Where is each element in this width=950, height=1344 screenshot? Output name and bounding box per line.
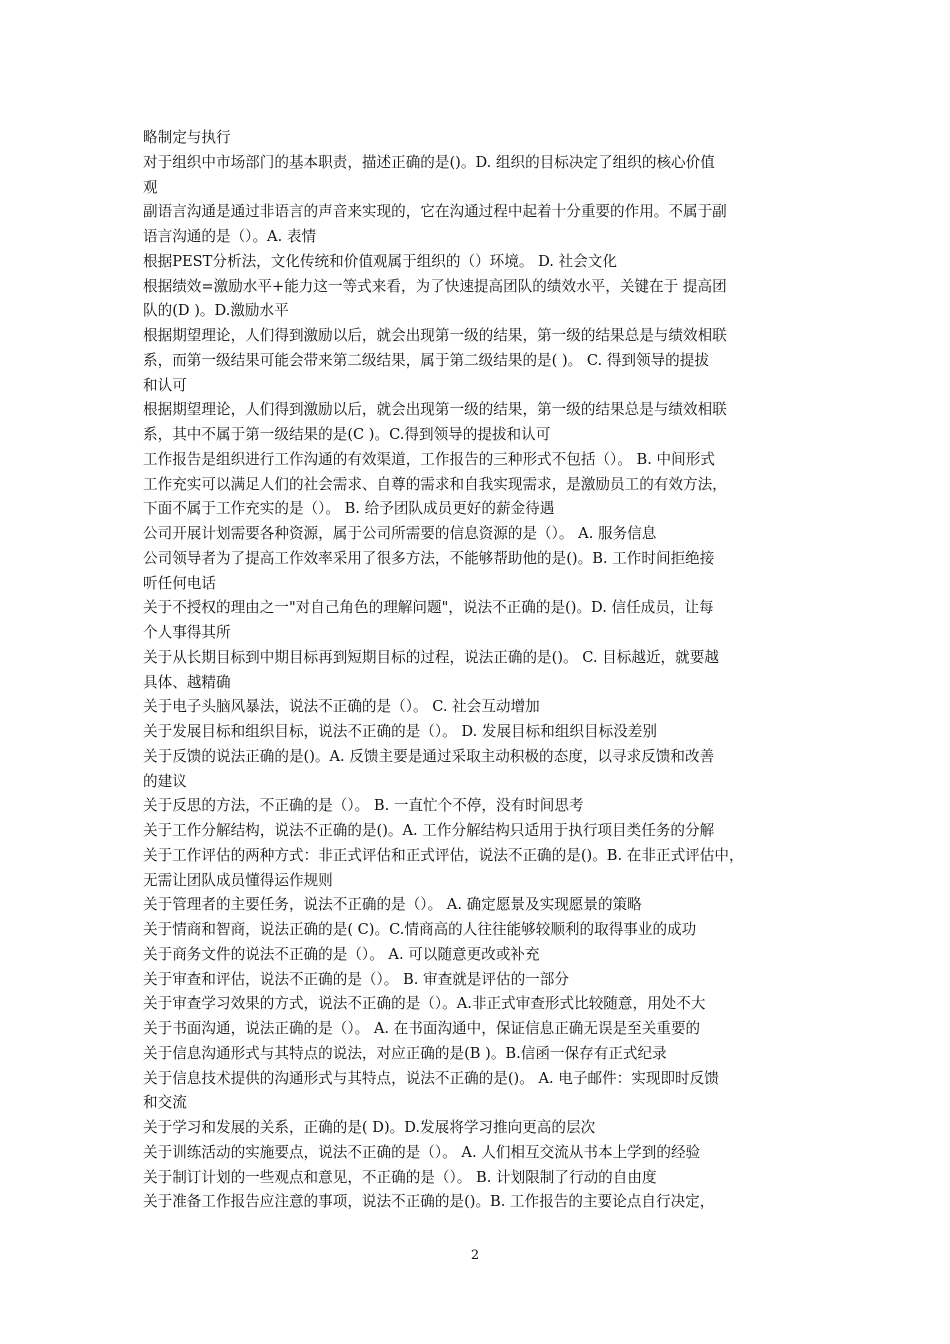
text-line: 关于管理者的主要任务，说法不正确的是（）。 A. 确定愿景及实现愿景的策略 (143, 896, 642, 914)
text-line: 和交流 (143, 1094, 187, 1112)
text-line: 根据绩效=激励水平+能力这一等式来看，为了快速提高团队的绩效水平，关键在于 提高团 (143, 277, 727, 295)
text-line: 的建议 (143, 772, 187, 790)
text-line: 语言沟通的是（）。A. 表情 (143, 228, 317, 245)
text-line: 关于从长期目标到中期目标再到短期目标的过程，说法正确的是()。 C. 目标越近，就要越 (143, 648, 719, 666)
text-line: 工作报告是组织进行工作沟通的有效渠道，工作报告的三种形式不包括（）。 B. 中间形式 (143, 450, 715, 468)
text-line: 关于信息沟通形式与其特点的说法，对应正确的是(B )。B.信函一保存有正式纪录 (143, 1044, 667, 1062)
text-line: 关于训练活动的实施要点，说法不正确的是（）。 A. 人们相互交流从书本上学到的经验 (143, 1143, 701, 1161)
page-number: 2 (470, 1248, 480, 1263)
text-line: 根据PEST分析法，文化传统和价值观属于组织的（）环境。 D. 社会文化 (143, 252, 617, 270)
text-line: 关于制订计划的一些观点和意见，不正确的是（）。 B. 计划限制了行动的自由度 (143, 1168, 657, 1186)
text-line: 关于信息技术提供的沟通形式与其特点，说法不正确的是()。 A. 电子邮件：实现即时反馈 (143, 1069, 719, 1087)
text-line: 关于不授权的理由之一"对自己角色的理解问题"，说法不正确的是()。D. 信任成员，让每 (143, 599, 714, 617)
text-line: 关于书面沟通，说法正确的是（）。 A. 在书面沟通中，保证信息正确无误是至关重要的 (143, 1020, 701, 1037)
text-line: 对于组织中市场部门的基本职责，描述正确的是()。D. 组织的目标决定了组织的核心价值 (143, 153, 715, 171)
text-line: 略制定与执行 (143, 129, 231, 146)
text-line: 根据期望理论，人们得到激励以后，就会出现第一级的结果，第一级的结果总是与绩效相联 (143, 327, 727, 344)
text-line: 工作充实可以满足人们的社会需求、自尊的需求和自我实现需求，是激励员工的有效方法， (143, 475, 727, 493)
document-body (143, 126, 811, 1215)
text-line: 关于电子头脑风暴法，说法不正确的是（）。 C. 社会互动增加 (143, 698, 540, 716)
text-line: 系，而第一级结果可能会带来第二级结果，属于第二级结果的是( )。 C. 得到领导的提拔 (143, 351, 709, 369)
text-line: 关于发展目标和组织目标，说法不正确的是（）。 D. 发展目标和组织目标没差别 (143, 723, 657, 740)
text-line: 关于工作评估的两种方式：非正式评估和正式评估，说法不正确的是()。B. 在非正式评估中， (143, 846, 744, 864)
text-line: 公司领导者为了提高工作效率采用了很多方法，不能够帮助他的是()。B. 工作时间拒绝接 (143, 549, 715, 567)
text-line: 副语言沟通是通过非语言的声音来实现的，它在沟通过程中起着十分重要的作用。不属于副 (143, 203, 727, 221)
text-line: 具体、越精确 (143, 673, 231, 691)
text-line: 关于准备工作报告应注意的事项，说法不正确的是()。B. 工作报告的主要论点自行决定， (143, 1193, 715, 1211)
text-line: 关于学习和发展的关系，正确的是( D)。D.发展将学习推向更高的层次 (143, 1119, 596, 1136)
text-line: 关于反馈的说法正确的是()。A. 反馈主要是通过采取主动积极的态度，以寻求反馈和改善 (143, 747, 715, 765)
text-line: 关于工作分解结构，说法不正确的是()。A. 工作分解结构只适用于执行项目类任务的分解 (143, 822, 715, 839)
text-line: 关于审查学习效果的方式，说法不正确的是（）。A.非正式审查形式比较随意，用处不大 (143, 995, 706, 1013)
text-line: 个人事得其所 (143, 624, 231, 641)
text-line: 观 (143, 178, 158, 196)
text-line: 关于商务文件的说法不正确的是（）。 A. 可以随意更改或补充 (143, 945, 540, 963)
text-line: 公司开展计划需要各种资源，属于公司所需要的信息资源的是（）。 A. 服务信息 (143, 525, 657, 542)
text-line: 队的(D )。D.激励水平 (143, 302, 289, 320)
text-line: 听任何电话 (143, 574, 216, 592)
text-line: 和认可 (143, 376, 187, 394)
text-line: 关于情商和智商，说法正确的是( C)。C.情商高的人往往能够较顺利的取得事业的成功 (143, 921, 697, 938)
text-line: 关于审查和评估，说法不正确的是（）。 B. 审查就是评估的一部分 (143, 970, 569, 988)
text-line: 关于反思的方法，不正确的是（）。 B. 一直忙个不停，没有时间思考 (143, 797, 584, 815)
text-line: 系，其中不属于第一级结果的是(C )。C.得到领导的提拔和认可 (143, 426, 551, 443)
text-line: 下面不属于工作充实的是（）。 B. 给予团队成员更好的薪金待遇 (143, 500, 555, 518)
text-line: 无需让团队成员懂得运作规则 (143, 871, 333, 889)
text-line: 根据期望理论，人们得到激励以后，就会出现第一级的结果，第一级的结果总是与绩效相联 (143, 401, 727, 419)
